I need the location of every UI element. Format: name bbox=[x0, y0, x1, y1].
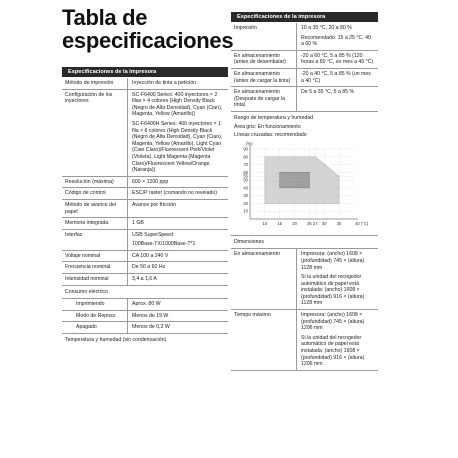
spec-row bbox=[231, 23, 378, 51]
temp-footer-label: Temperatura y humedad (sin condensación) bbox=[65, 337, 167, 344]
y-tick-label: 60 bbox=[243, 169, 248, 175]
spec-value-paragraph: CA 100 a 240 V bbox=[132, 252, 169, 259]
dimensions-header-row bbox=[231, 236, 378, 250]
temp-footer-row bbox=[62, 334, 228, 347]
spec-row bbox=[62, 218, 228, 230]
consumo-mode-label: Imprimiendo bbox=[62, 299, 128, 310]
right-section-header: Especificaciones de la impresora bbox=[231, 12, 378, 22]
spec-label: Frecuencia nominal bbox=[62, 262, 128, 273]
spec-row bbox=[62, 274, 228, 286]
spec-value bbox=[297, 23, 378, 50]
y-tick-label: 80 bbox=[243, 153, 248, 159]
spec-value bbox=[128, 274, 228, 285]
y-tick-label: 90 bbox=[243, 146, 248, 152]
spec-value bbox=[297, 310, 378, 370]
spec-row bbox=[62, 230, 228, 251]
spec-label: Código de control bbox=[62, 188, 128, 199]
x-tick-label: 27 bbox=[313, 220, 318, 226]
spec-row bbox=[231, 249, 378, 310]
dimensions-label: Dimensiones bbox=[234, 238, 264, 245]
spec-value-paragraph: Si la unidad del recogedor automático de papel está instalada: (ancho) 1608 × (profundidad) 916 × (altura) 1206 mm bbox=[301, 334, 365, 368]
spec-value bbox=[297, 69, 378, 86]
spec-value-paragraph: Recomendado: 15 a 25 °C, 40 a 60 % bbox=[301, 34, 371, 48]
spec-label: Intensidad nominal bbox=[62, 274, 128, 285]
spec-value bbox=[128, 177, 228, 188]
spec-row bbox=[62, 188, 228, 200]
spec-label: Resolución (máxima) bbox=[62, 177, 128, 188]
spec-value bbox=[128, 262, 228, 273]
spec-row bbox=[231, 69, 378, 87]
x-tick-label: 25 bbox=[307, 220, 312, 226]
spec-value-paragraph: ESC/P raster (comando no revelado) bbox=[132, 190, 217, 197]
spec-value bbox=[128, 251, 228, 262]
spec-value-paragraph: 100Base-TX/1000Base-T*1 bbox=[132, 241, 196, 248]
spec-value-paragraph: -20 a 60 °C, 5 a 85 % (120 horas a 60 °C, un mes a 40 °C) bbox=[301, 52, 374, 66]
spec-row bbox=[62, 200, 228, 218]
spec-row bbox=[62, 78, 228, 90]
spec-value-paragraph: -20 a 40 °C, 5 a 85 % (un mes a 40 °C) bbox=[301, 70, 371, 84]
x-tick-label: 20 bbox=[292, 220, 297, 226]
range-legend-line: Líneas cruzadas: recomendado bbox=[234, 132, 307, 139]
spec-label: Voltaje nominal bbox=[62, 251, 128, 262]
spec-value-paragraph: 600 × 1200 ppp bbox=[132, 178, 169, 185]
y-tick-label: 40 bbox=[243, 185, 248, 191]
spec-row bbox=[62, 251, 228, 263]
spec-value bbox=[297, 87, 378, 111]
y-tick-label: 30 bbox=[243, 192, 248, 198]
spec-label: Impresión bbox=[231, 23, 297, 50]
consumo-header-row bbox=[62, 286, 228, 300]
left-section-header: Especificaciones de la impresora bbox=[62, 67, 228, 77]
spec-label: En almacenamiento (antes de desembalar) bbox=[231, 51, 297, 68]
spec-label: En almacenamiento (Después de cargar la tinta) bbox=[231, 87, 297, 111]
spec-label: Método de avance del papel bbox=[62, 200, 128, 217]
spec-row bbox=[231, 310, 378, 371]
x-tick-label: 35 bbox=[336, 220, 342, 226]
spec-label: Memoria integrada bbox=[62, 218, 128, 229]
y-tick-label: 50 bbox=[243, 177, 248, 183]
spec-row bbox=[231, 87, 378, 112]
x-axis-label: 40 (°C) bbox=[355, 220, 369, 226]
range-block bbox=[231, 112, 378, 236]
spec-value-paragraph: De 5 a 35 °C, 5 a 85 % bbox=[301, 89, 355, 96]
spec-value bbox=[128, 230, 228, 250]
spec-value bbox=[128, 90, 228, 176]
spec-label: En almacenamiento (antes de cargar la tinta) bbox=[231, 69, 297, 86]
right-spec-table bbox=[231, 23, 378, 371]
spec-value bbox=[128, 78, 228, 89]
consumo-row bbox=[62, 322, 228, 334]
spec-label: En almacenamiento bbox=[231, 249, 297, 309]
spec-value-paragraph: 1 GB bbox=[132, 220, 144, 227]
spec-value bbox=[128, 188, 228, 199]
consumo-mode-label: Modo de Reposo bbox=[62, 311, 128, 322]
spec-value-paragraph: Inyección de tinta a petición bbox=[132, 80, 197, 86]
spec-row bbox=[62, 90, 228, 177]
spec-value-paragraph: Impresora: (ancho) 1608 × (profundidad) 745 × (altura) 1128 mm bbox=[301, 251, 365, 271]
consumo-mode-value: Menos de 0,3 W bbox=[132, 324, 170, 331]
y-axis-label: (%) bbox=[246, 140, 253, 146]
spec-label: Interfaz bbox=[62, 230, 128, 250]
consumo-label: Consumo eléctrico bbox=[65, 288, 108, 295]
spec-value-paragraph: 10 a 35 °C, 20 a 80 % bbox=[301, 25, 352, 31]
spec-value-paragraph: Impresora: (ancho) 1608 × (profundidad) 745 × (altura) 1206 mm bbox=[301, 312, 365, 332]
spec-value-paragraph: 3,4 a 1,6 A bbox=[132, 276, 157, 283]
spec-row bbox=[231, 51, 378, 69]
spec-label: Tiempo máximo bbox=[231, 310, 297, 370]
spec-row bbox=[62, 262, 228, 274]
y-tick-label: 55 bbox=[243, 173, 248, 179]
x-tick-label: 10 bbox=[262, 220, 268, 226]
spec-value bbox=[297, 249, 378, 309]
spec-value-paragraph: SC-F6400 Series: 400 inyectores × 2 filas × 4 colores (High Density Black (Negro de Alta Densidad), Cyan (Cian), Magenta, Yellow (Amarillo)) bbox=[132, 91, 223, 118]
consumo-mode-label: Apagado bbox=[62, 322, 128, 333]
spec-value-paragraph: Avance por fricción bbox=[132, 201, 177, 208]
spec-value-paragraph: USB SuperSpeed bbox=[132, 231, 173, 238]
spec-row bbox=[62, 177, 228, 189]
temperature-humidity-chart bbox=[234, 141, 372, 231]
left-spec-table bbox=[62, 78, 228, 347]
consumo-row bbox=[62, 299, 228, 311]
spec-label: Método de impresión bbox=[62, 78, 128, 89]
x-tick-label: 30 bbox=[321, 220, 327, 226]
page-title: Tabla de especificaciones bbox=[62, 5, 234, 53]
consumo-mode-value: Menos de 19 W bbox=[132, 312, 169, 319]
spec-value-paragraph: SC-F6400H Series: 400 inyectores × 1 fila × 6 colores (High Density Black (Negro de Alta Densidad), Cyan (Cian), Magenta, Yellow (Amarillo), Light Cyan (Cian Claro)/Fluorescent Pink/Violet (Violeta), Light Magenta (Magenta Claro)/Fluorescent Yellow/Orange (Naranja)) bbox=[132, 120, 223, 174]
spec-label: Configuración de los inyectores bbox=[62, 90, 128, 176]
spec-value-paragraph: De 50 a 60 Hz bbox=[132, 264, 166, 271]
spec-value-paragraph: Si la unidad del recogedor automático de papel está instalada: (ancho) 1608 × (profundidad) 916 × (altura) 1128 mm bbox=[301, 274, 365, 307]
consumo-row bbox=[62, 311, 228, 323]
range-legend-line: Rango de temperatura y humedad bbox=[234, 114, 314, 121]
x-tick-label: 15 bbox=[277, 220, 283, 226]
spec-value bbox=[128, 200, 228, 217]
y-tick-label: 10 bbox=[243, 208, 248, 214]
spec-value bbox=[128, 218, 228, 229]
consumo-mode-value: Aprox. 80 W bbox=[132, 301, 161, 308]
y-tick-label: 70 bbox=[243, 161, 248, 167]
spec-value bbox=[297, 51, 378, 68]
range-legend-line: Área gris: En funcionamiento bbox=[234, 123, 301, 130]
y-tick-label: 20 bbox=[243, 200, 248, 206]
